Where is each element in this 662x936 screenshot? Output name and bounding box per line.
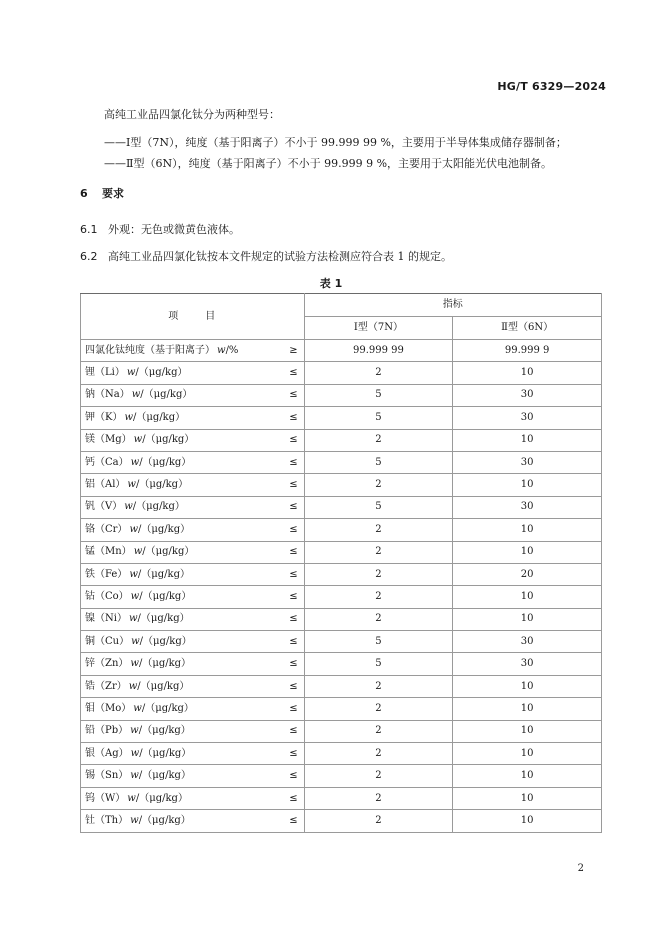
clause-6-2	[80, 248, 452, 264]
type-1-value: 5	[304, 451, 453, 473]
type-1-value: 2	[304, 698, 453, 720]
item-name: 铅（Pb）	[85, 725, 129, 737]
item-cell	[81, 362, 305, 384]
comparison-operator: ≤	[289, 814, 298, 826]
item-cell	[81, 743, 305, 765]
type-1-value: 5	[304, 631, 453, 653]
type-2-value: 10	[453, 787, 602, 809]
comparison-operator: ≤	[289, 546, 298, 558]
type-1-value: 2	[304, 608, 453, 630]
type-2-value: 30	[453, 407, 602, 429]
item-unit: w/（μg/kg）	[128, 613, 190, 625]
comparison-operator: ≤	[289, 367, 298, 379]
comparison-operator: ≤	[289, 792, 298, 804]
type-1-value: 2	[304, 429, 453, 451]
type-2-value: 30	[453, 451, 602, 473]
comparison-operator: ≤	[289, 725, 298, 737]
section-title: 要求	[102, 187, 124, 200]
type-2-value: 10	[453, 698, 602, 720]
item-cell	[81, 563, 305, 585]
item-name: 锡（Sn）	[85, 770, 129, 782]
comparison-operator: ≤	[289, 635, 298, 647]
item-cell	[81, 653, 305, 675]
item-cell	[81, 765, 305, 787]
item-name: 钨（W）	[85, 792, 126, 804]
item-unit: w/（μg/kg）	[124, 501, 185, 513]
item-name: 钒（V）	[85, 501, 123, 513]
table-row	[81, 429, 602, 451]
item-name: 银（Ag）	[85, 747, 129, 759]
table-row	[81, 698, 602, 720]
item-unit: w/（μg/kg）	[133, 702, 194, 714]
comparison-operator: ≤	[289, 434, 298, 446]
table-row	[81, 451, 602, 473]
section-heading	[80, 185, 124, 201]
type-1-value: 5	[304, 496, 453, 518]
comparison-operator: ≤	[289, 702, 298, 714]
type-2-description: ——Ⅱ型（6N），纯度（基于阳离子）不小于 99.999 9 %，主要用于太阳能光伏电池制备。	[104, 157, 553, 170]
item-cell	[81, 496, 305, 518]
item-name: 锆（Zr）	[85, 680, 127, 692]
item-name: 锌（Zn）	[85, 658, 129, 670]
item-name: 钼（Mo）	[85, 702, 132, 714]
type-2-value: 10	[453, 429, 602, 451]
type-2-value: 10	[453, 675, 602, 697]
table-row	[81, 474, 602, 496]
item-unit: w/（μg/kg）	[129, 568, 190, 580]
type-1-value: 2	[304, 563, 453, 585]
page-number: 2	[577, 863, 584, 874]
table-row	[81, 608, 602, 630]
type-1-value: 5	[304, 407, 453, 429]
comparison-operator: ≤	[289, 590, 298, 602]
item-unit: w/（μg/kg）	[127, 479, 189, 491]
item-unit: w/%	[217, 344, 239, 356]
item-unit: w/（μg/kg）	[124, 411, 186, 423]
header-indicator-cell: 指标	[304, 294, 601, 317]
item-cell	[81, 810, 305, 832]
item-cell	[81, 384, 305, 406]
type-1-value: 2	[304, 474, 453, 496]
item-cell	[81, 407, 305, 429]
item-unit: w/（μg/kg）	[128, 680, 190, 692]
table-row	[81, 496, 602, 518]
item-cell	[81, 675, 305, 697]
item-unit: w/（μg/kg）	[126, 367, 188, 379]
type-2-value: 30	[453, 631, 602, 653]
type-1-value: 2	[304, 743, 453, 765]
table-row	[81, 743, 602, 765]
table-row	[81, 563, 602, 585]
item-cell	[81, 340, 305, 362]
table-header-row	[81, 294, 602, 317]
clause-text: 高纯工业品四氯化钛按本文件规定的试验方法检测应符合表 1 的规定。	[108, 250, 452, 263]
item-cell	[81, 720, 305, 742]
type-2-value: 10	[453, 765, 602, 787]
type-1-value: 2	[304, 787, 453, 809]
item-name: 锰（Mn）	[85, 546, 132, 558]
type-1-value: 2	[304, 810, 453, 832]
type-2-value: 10	[453, 810, 602, 832]
comparison-operator: ≤	[289, 747, 298, 759]
item-name: 钍（Th）	[85, 814, 129, 826]
comparison-operator: ≤	[289, 680, 298, 692]
table-row	[81, 384, 602, 406]
comparison-operator: ≤	[289, 613, 298, 625]
item-name: 铜（Cu）	[85, 635, 130, 647]
header-type-2: Ⅱ型（6N）	[453, 317, 602, 340]
table-row	[81, 541, 602, 563]
item-cell	[81, 787, 305, 809]
type-2-value: 20	[453, 563, 602, 585]
item-unit: w/（μg/kg）	[127, 792, 188, 804]
table-row	[81, 362, 602, 384]
item-cell	[81, 451, 305, 473]
type-1-value: 2	[304, 765, 453, 787]
item-name: 铁（Fe）	[85, 568, 128, 580]
item-cell	[81, 586, 305, 608]
item-unit: w/（μg/kg）	[130, 747, 192, 759]
item-name: 镁（Mg）	[85, 434, 132, 446]
table-row	[81, 519, 602, 541]
clause-6-1	[80, 221, 240, 237]
item-name: 铝（Al）	[85, 479, 126, 491]
item-name: 镍（Ni）	[85, 613, 127, 625]
item-cell	[81, 631, 305, 653]
item-unit: w/（μg/kg）	[130, 725, 191, 737]
type-2-value: 10	[453, 608, 602, 630]
type-1-value: 5	[304, 384, 453, 406]
table-row	[81, 631, 602, 653]
item-unit: w/（μg/kg）	[131, 635, 192, 647]
item-unit: w/（μg/kg）	[130, 456, 192, 468]
comparison-operator: ≤	[289, 523, 298, 535]
comparison-operator: ≥	[289, 344, 298, 356]
item-name: 锂（Li）	[85, 367, 125, 379]
comparison-operator: ≤	[289, 389, 298, 401]
type-2-value: 30	[453, 384, 602, 406]
clause-number: 6.1	[80, 223, 98, 236]
clause-number: 6.2	[80, 250, 98, 263]
section-number: 6	[80, 187, 88, 200]
type-1-value: 5	[304, 653, 453, 675]
type-2-value: 10	[453, 743, 602, 765]
comparison-operator: ≤	[289, 456, 298, 468]
type-2-value: 30	[453, 496, 602, 518]
type-2-value: 10	[453, 362, 602, 384]
comparison-operator: ≤	[289, 479, 298, 491]
comparison-operator: ≤	[289, 568, 298, 580]
item-unit: w/（μg/kg）	[133, 546, 195, 558]
item-cell	[81, 541, 305, 563]
comparison-operator: ≤	[289, 411, 298, 423]
specification-table	[80, 293, 602, 833]
item-unit: w/（μg/kg）	[129, 523, 191, 535]
type-2-value: 10	[453, 586, 602, 608]
table-row	[81, 787, 602, 809]
item-name: 钙（Ca）	[85, 456, 129, 468]
table-row	[81, 810, 602, 832]
comparison-operator: ≤	[289, 658, 298, 670]
item-name: 钾（K）	[85, 411, 123, 423]
item-name: 钠（Na）	[85, 389, 130, 401]
table-row	[81, 586, 602, 608]
item-name: 铬（Cr）	[85, 523, 128, 535]
table-row	[81, 407, 602, 429]
item-cell	[81, 474, 305, 496]
header-item-cell: 项 目	[81, 294, 305, 340]
item-unit: w/（μg/kg）	[130, 590, 192, 602]
intro-paragraph: 高纯工业品四氯化钛分为两种型号：	[104, 108, 280, 121]
type-2-value: 30	[453, 653, 602, 675]
item-unit: w/（μg/kg）	[133, 434, 195, 446]
header-type-1: Ⅰ型（7N）	[304, 317, 453, 340]
type-1-value: 2	[304, 720, 453, 742]
item-name: 钴（Co）	[85, 590, 129, 602]
type-1-value: 99.999 99	[304, 340, 453, 362]
item-cell	[81, 519, 305, 541]
table-row	[81, 653, 602, 675]
type-1-value: 2	[304, 675, 453, 697]
type-2-value: 10	[453, 474, 602, 496]
type-2-value: 10	[453, 541, 602, 563]
type-1-value: 2	[304, 541, 453, 563]
item-name: 四氯化钛纯度（基于阳离子）	[85, 344, 215, 356]
item-cell	[81, 698, 305, 720]
table-row	[81, 675, 602, 697]
item-cell	[81, 429, 305, 451]
type-2-value: 99.999 9	[453, 340, 602, 362]
table-row	[81, 765, 602, 787]
table-row	[81, 720, 602, 742]
type-1-value: 2	[304, 586, 453, 608]
item-unit: w/（μg/kg）	[130, 658, 192, 670]
clause-text: 外观：无色或微黄色液体。	[108, 223, 240, 236]
item-unit: w/（μg/kg）	[130, 814, 191, 826]
item-unit: w/（μg/kg）	[130, 770, 191, 782]
type-1-value: 2	[304, 362, 453, 384]
type-1-value: 2	[304, 519, 453, 541]
item-unit: w/（μg/kg）	[131, 389, 193, 401]
type-2-value: 10	[453, 720, 602, 742]
comparison-operator: ≤	[289, 501, 298, 513]
comparison-operator: ≤	[289, 770, 298, 782]
item-cell	[81, 608, 305, 630]
table-caption: 表 1	[319, 277, 343, 290]
type-2-value: 10	[453, 519, 602, 541]
standard-code: HG/T 6329—2024	[497, 80, 606, 93]
table-row	[81, 340, 602, 362]
type-1-description: ——Ⅰ型（7N），纯度（基于阳离子）不小于 99.999 99 %，主要用于半导体集成储存器制备；	[104, 136, 567, 149]
